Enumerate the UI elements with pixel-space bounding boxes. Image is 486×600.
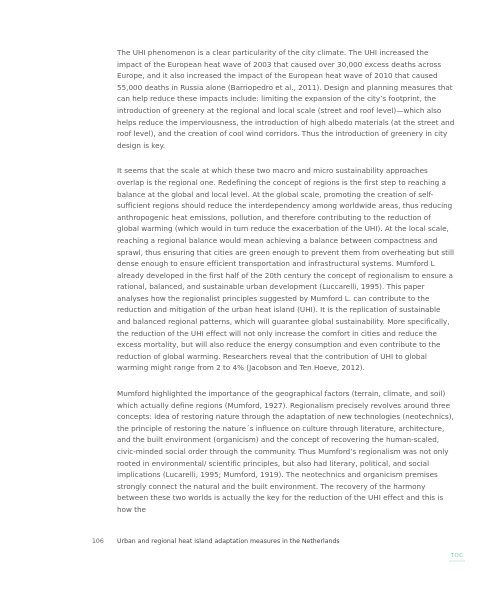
paragraph: The UHI phenomenon is a clear particularity of the city climate. The UHI increased the impact of the European heat wave of 2003 that caused over 30,000 excess deaths across Europe, and it also increased the impact of the European heat wave of 2010 that caused 55,000 deaths in Russia alone (Barriopedro et al., 2011). Design and planning measures that can help reduce these impacts include: limiting the expansion of the city’s footprint, the introduction of greenery at the regional and local scale (street and roof level)—which also helps reduce the imperviousness, the introduction of high albedo materials (at the street and roof level), and the creation of cool wind corridors. Thus the introduction of greenery in city design is key. xyxy=(117,48,455,150)
dotted-line-icon xyxy=(449,560,465,562)
paragraph: Mumford highlighted the importance of the geographical factors (terrain, climate, and soil) which actually define regions (Mumford, 1927). Regionalism precisely revolves around three concepts: idea of restoring nature through the adaptation of new technologies (neotechnics), the principle of restoring the nature´s influence on culture through literature, architecture, and the built environment (organicism) and the concept of recovering the human-scaled, civic-minded social order through the community. Thus Mumford’s regionalism was not only rooted in environmental/ scientific principles, but also had literary, political, and social implications (Lucarelli, 1995; Mumford, 1919). The neotechnics and organicism premises strongly connect the natural and the built environment. The recovery of the harmony between these two worlds is actually the key for the reduction of the UHI effect and this is how the xyxy=(117,389,454,514)
toc-label: TOC xyxy=(450,553,464,559)
toc-link[interactable] xyxy=(449,553,465,565)
page-footer xyxy=(92,538,452,550)
page-number: 106 xyxy=(92,538,104,545)
running-title: Urban and regional heat island adaptation measures in the Netherlands xyxy=(117,538,340,545)
body-text xyxy=(117,47,455,530)
paragraph: It seems that the scale at which these two macro and micro sustainability approaches overlap is the regional one. Redefining the concept of regions is the first step to reaching a balance at the global and local level. At the global scale, promoting the creation of self-sufficient regions should reduce the interdependency among worldwide areas, thus reducing anthropogenic heat emissions, pollution, and therefore contributing to the reduction of global warming (which would in turn reduce the exacerbation of the UHI). At the local scale, reaching a regional balance would mean achieving a balance between compactness and sprawl, thus ensuring that cities are green enough to prevent them from overheating but still dense enough to ensure efficient transportation and infrastructural systems. Mumford L already developed in the first half of the 20th century the concept of regionalism to ensure a rational, balanced, and sustainable urban development (Luccarelli, 1995). This paper analyses how the regionalist principles suggested by Mumford L. can contribute to the reduction and mitigation of the urban heat island (UHI). It is the replication of sustainable and balanced regional patterns, which will guarantee global sustainability. More specifically, the reduction of the UHI effect will not only increase the comfort in cities and reduce the excess mortality, but will also reduce the energy consumption and even contribute to the reduction of global warming. Researchers reveal that the contribution of UHI to global warming might range from 2 to 4% (Jacobson and Ten Hoeve, 2012). xyxy=(117,166,454,373)
